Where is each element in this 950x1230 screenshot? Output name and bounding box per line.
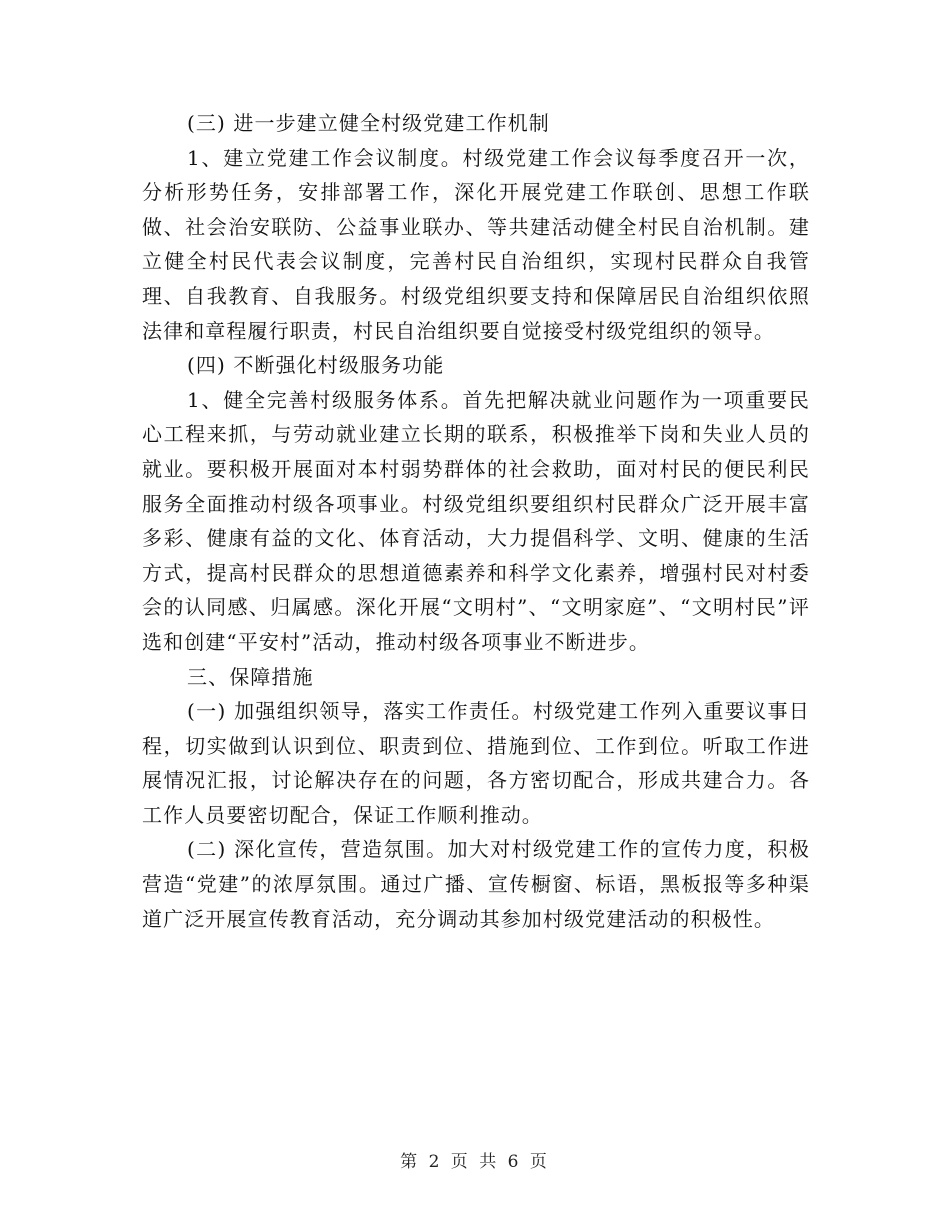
- paragraph-leadership: (一) 加强组织领导，落实工作责任。村级党建工作列入重要议事日程，切实做到认识到位、职责到位、措施到位、工作到位。听取工作进展情况汇报，讨论解决存在的问题，各方密切配合，形成共建合力。各工作人员要密切配合，保证工作顺利推动。: [142, 699, 810, 827]
- page-footer: 第 2 页 共 6 页: [400, 1152, 550, 1172]
- paragraph-meeting-system: 1、建立党建工作会议制度。村级党建工作会议每季度召开一次，分析形势任务，安排部署工作，深化开展党建工作联创、思想工作联做、社会治安联防、公益事业联办、等共建活动健全村民自治机制。建立健全村民代表会议制度，完善村民自治组织，实现村民群众自我管理、自我教育、自我服务。村级党组织要支持和保障居民自治组织依照法律和章程履行职责，村民自治组织要自觉接受村级党组织的领导。: [142, 145, 810, 343]
- section-heading-4-4: (四) 不断强化村级服务功能: [187, 353, 445, 378]
- section-heading-guarantee: 三、保障措施: [187, 664, 314, 689]
- section-heading-4-3: (三) 进一步建立健全村级党建工作机制: [187, 111, 550, 135]
- document-page: [142, 106, 810, 936]
- paragraph-publicity: (二) 深化宣传，营造氛围。加大对村级党建工作的宣传力度，积极营造“党建”的浓厚氛围。通过广播、宣传橱窗、标语，黑板报等多种渠道广泛开展宣传教育活动，充分调动其参加村级党建活动的积极性。: [142, 837, 810, 931]
- paragraph-service-system: 1、健全完善村级服务体系。首先把解决就业问题作为一项重要民心工程来抓，与劳动就业建立长期的联系，积极推举下岗和失业人员的就业。要积极开展面对本村弱势群体的社会救助，面对村民的便民利民服务全面推动村级各项事业。村级党组织要组织村民群众广泛开展丰富多彩、健康有益的文化、体育活动，大力提倡科学、文明、健康的生活方式，提高村民群众的思想道德素养和科学文化素养，增强村民对村委会的认同感、归属感。深化开展“文明村”、“文明家庭”、“文明村民”评选和创建“平安村”活动，推动村级各项事业不断进步。: [142, 387, 810, 654]
